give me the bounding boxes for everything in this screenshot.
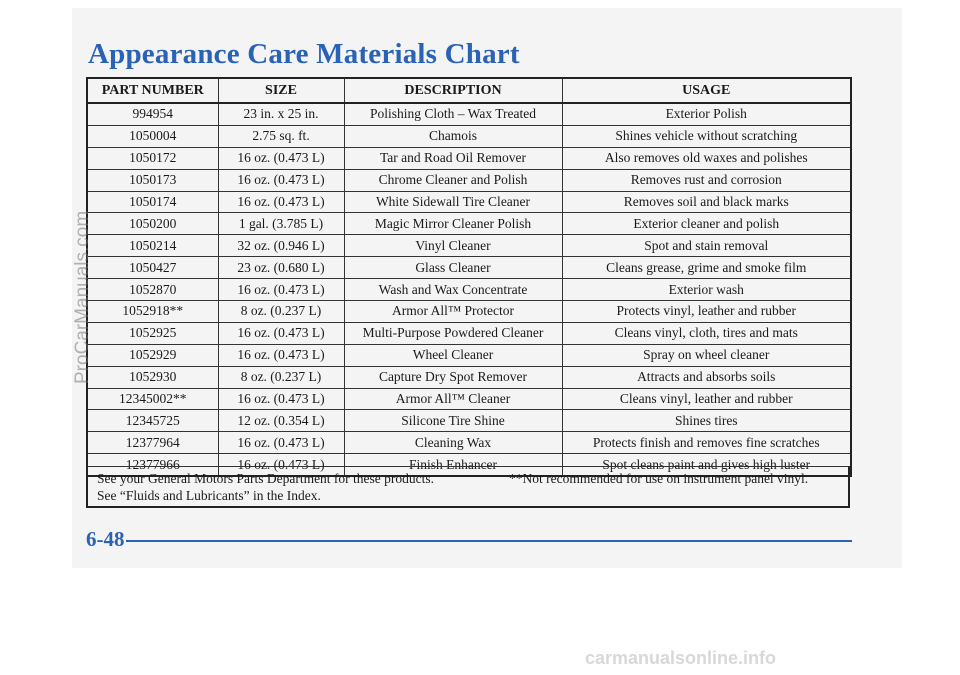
cell-usage: Protects vinyl, leather and rubber xyxy=(562,301,851,323)
cell-description: Armor All™ Cleaner xyxy=(344,388,562,410)
table-row xyxy=(87,432,851,454)
cell-part-number: 1050004 xyxy=(87,125,218,147)
cell-description: Vinyl Cleaner xyxy=(344,235,562,257)
cell-description: Chrome Cleaner and Polish xyxy=(344,169,562,191)
cell-usage: Cleans vinyl, leather and rubber xyxy=(562,388,851,410)
cell-usage: Exterior wash xyxy=(562,279,851,301)
cell-size: 16 oz. (0.473 L) xyxy=(218,191,344,213)
cell-usage: Protects finish and removes fine scratches xyxy=(562,432,851,454)
cell-description: Chamois xyxy=(344,125,562,147)
table-header-row xyxy=(87,78,851,103)
cell-size: 16 oz. (0.473 L) xyxy=(218,388,344,410)
cell-description: Magic Mirror Cleaner Polish xyxy=(344,213,562,235)
cell-usage: Cleans grease, grime and smoke film xyxy=(562,257,851,279)
table-row xyxy=(87,388,851,410)
cell-part-number: 12377964 xyxy=(87,432,218,454)
cell-description: Wash and Wax Concentrate xyxy=(344,279,562,301)
bottom-watermark: carmanualsonline.info xyxy=(585,648,777,668)
page-number: 6-48 xyxy=(86,527,125,551)
table-footnote xyxy=(86,466,850,508)
table-row xyxy=(87,366,851,388)
table-row xyxy=(87,213,851,235)
table-row xyxy=(87,257,851,279)
cell-size: 32 oz. (0.946 L) xyxy=(218,235,344,257)
header-usage: USAGE xyxy=(562,78,851,103)
cell-size: 16 oz. (0.473 L) xyxy=(218,279,344,301)
table-row xyxy=(87,301,851,323)
cell-size: 12 oz. (0.354 L) xyxy=(218,410,344,432)
footnote-not-recommended: **Not recommended for use on instrument panel vinyl. xyxy=(509,471,809,486)
cell-description: Multi-Purpose Powdered Cleaner xyxy=(344,322,562,344)
cell-size: 8 oz. (0.237 L) xyxy=(218,366,344,388)
cell-part-number: 1052870 xyxy=(87,279,218,301)
cell-size: 16 oz. (0.473 L) xyxy=(218,147,344,169)
cell-size: 23 oz. (0.680 L) xyxy=(218,257,344,279)
table-row xyxy=(87,103,851,125)
cell-usage: Exterior cleaner and polish xyxy=(562,213,851,235)
cell-part-number: 1050200 xyxy=(87,213,218,235)
page-number-rule xyxy=(126,540,852,542)
cell-part-number: 1050427 xyxy=(87,257,218,279)
materials-chart-table xyxy=(86,77,852,477)
cell-usage: Also removes old waxes and polishes xyxy=(562,147,851,169)
cell-part-number: 1052929 xyxy=(87,344,218,366)
page-title: Appearance Care Materials Chart xyxy=(88,38,520,70)
table-row xyxy=(87,235,851,257)
cell-part-number: 1052930 xyxy=(87,366,218,388)
table-row xyxy=(87,191,851,213)
table-row xyxy=(87,322,851,344)
header-part-number: PART NUMBER xyxy=(87,78,218,103)
cell-usage: Cleans vinyl, cloth, tires and mats xyxy=(562,322,851,344)
side-watermark: ProCarManuals.com xyxy=(72,210,93,384)
cell-usage: Spray on wheel cleaner xyxy=(562,344,851,366)
table-row xyxy=(87,147,851,169)
table-row xyxy=(87,169,851,191)
cell-description: Wheel Cleaner xyxy=(344,344,562,366)
cell-usage: Spot and stain removal xyxy=(562,235,851,257)
cell-description: Polishing Cloth – Wax Treated xyxy=(344,103,562,125)
cell-part-number: 1052918** xyxy=(87,301,218,323)
cell-size: 16 oz. (0.473 L) xyxy=(218,322,344,344)
cell-usage: Spot cleans paint and gives high luster xyxy=(562,454,851,476)
cell-part-number: 12345725 xyxy=(87,410,218,432)
cell-size: 16 oz. (0.473 L) xyxy=(218,344,344,366)
cell-size: 2.75 sq. ft. xyxy=(218,125,344,147)
cell-size: 23 in. x 25 in. xyxy=(218,103,344,125)
footnote-parts-dept: See your General Motors Parts Department for these products. xyxy=(97,471,435,486)
cell-usage: Shines vehicle without scratching xyxy=(562,125,851,147)
header-description: DESCRIPTION xyxy=(344,78,562,103)
cell-description: Finish Enhancer xyxy=(344,454,562,476)
cell-part-number: 994954 xyxy=(87,103,218,125)
table-row xyxy=(87,125,851,147)
cell-part-number: 12345002** xyxy=(87,388,218,410)
cell-size: 1 gal. (3.785 L) xyxy=(218,213,344,235)
header-size: SIZE xyxy=(218,78,344,103)
table-row xyxy=(87,410,851,432)
cell-usage: Attracts and absorbs soils xyxy=(562,366,851,388)
cell-part-number: 12377966 xyxy=(87,454,218,476)
table-row xyxy=(87,279,851,301)
cell-description: Silicone Tire Shine xyxy=(344,410,562,432)
cell-usage: Exterior Polish xyxy=(562,103,851,125)
cell-part-number: 1050173 xyxy=(87,169,218,191)
footnote-see-index: See “Fluids and Lubricants” in the Index. xyxy=(97,488,321,503)
cell-usage: Removes rust and corrosion xyxy=(562,169,851,191)
cell-size: 16 oz. (0.473 L) xyxy=(218,432,344,454)
table-body xyxy=(87,103,851,476)
cell-description: Armor All™ Protector xyxy=(344,301,562,323)
cell-part-number: 1052925 xyxy=(87,322,218,344)
cell-description: Capture Dry Spot Remover xyxy=(344,366,562,388)
cell-description: Cleaning Wax xyxy=(344,432,562,454)
cell-part-number: 1050172 xyxy=(87,147,218,169)
cell-part-number: 1050174 xyxy=(87,191,218,213)
cell-description: Tar and Road Oil Remover xyxy=(344,147,562,169)
cell-size: 16 oz. (0.473 L) xyxy=(218,454,344,476)
cell-size: 16 oz. (0.473 L) xyxy=(218,169,344,191)
cell-description: White Sidewall Tire Cleaner xyxy=(344,191,562,213)
table-row xyxy=(87,344,851,366)
cell-size: 8 oz. (0.237 L) xyxy=(218,301,344,323)
cell-part-number: 1050214 xyxy=(87,235,218,257)
cell-description: Glass Cleaner xyxy=(344,257,562,279)
cell-usage: Removes soil and black marks xyxy=(562,191,851,213)
cell-usage: Shines tires xyxy=(562,410,851,432)
